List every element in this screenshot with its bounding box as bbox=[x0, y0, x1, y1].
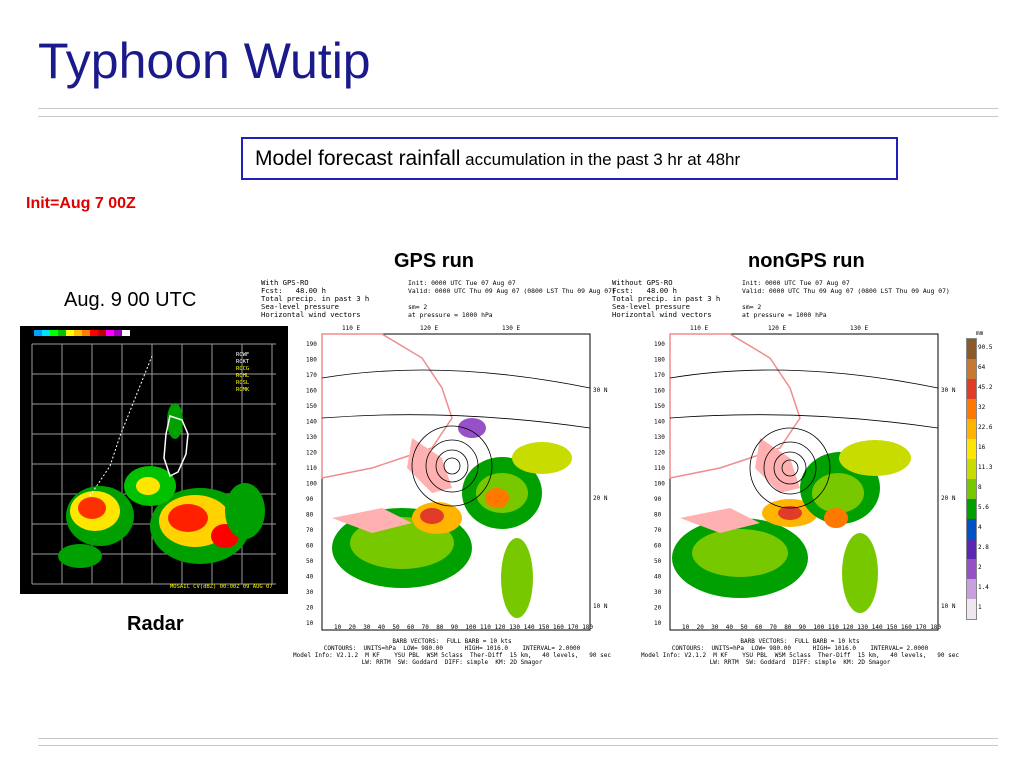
map-x-tick: 130 bbox=[509, 624, 521, 631]
map-x-tick: 90 bbox=[798, 624, 807, 631]
colorbar-swatches bbox=[966, 338, 977, 620]
colorbar-label: 1 bbox=[978, 604, 982, 611]
map-x-tick: 90 bbox=[450, 624, 459, 631]
map-y-tick: 110 bbox=[654, 465, 665, 472]
map-lon-label: 130 E bbox=[502, 325, 521, 332]
map-x-tick: 120 bbox=[842, 624, 854, 631]
map-x-tick: 40 bbox=[377, 624, 386, 631]
map-x-tick: 80 bbox=[784, 624, 792, 631]
nongps-header-left: Without GPS-RO Fcst: 48.00 h Total precip. in past 3 h Sea-level pressure Horizontal wind vectors bbox=[612, 278, 721, 319]
radar-station: RCCG bbox=[236, 366, 250, 372]
map-lat-label: 20 N bbox=[941, 495, 956, 502]
footer-divider bbox=[38, 738, 998, 739]
map-y-tick: 20 bbox=[654, 604, 662, 612]
colorbar-label: 64 bbox=[978, 364, 986, 371]
init-label: Init=Aug 7 00Z bbox=[26, 195, 136, 212]
radar-station: RCMK bbox=[236, 387, 250, 393]
map-y-tick: 100 bbox=[306, 480, 317, 488]
map-x-tick: 70 bbox=[421, 624, 429, 631]
colorbar-swatch bbox=[967, 559, 976, 579]
map-y-tick: 170 bbox=[654, 372, 665, 379]
map-x-tick: 140 bbox=[871, 624, 883, 631]
radar-station-list bbox=[236, 352, 250, 393]
map-y-tick: 110 bbox=[306, 465, 317, 472]
radar-station: RCWF bbox=[236, 352, 250, 358]
colorbar-label: 45.2 bbox=[978, 384, 993, 391]
radar-station: RCHL bbox=[236, 373, 250, 379]
colorbar-swatch bbox=[967, 539, 976, 559]
valid-time-label: Aug. 9 00 UTC bbox=[64, 289, 197, 311]
map-y-tick: 130 bbox=[654, 434, 665, 441]
map-x-tick: 110 bbox=[828, 624, 839, 631]
gps-footer: BARB VECTORS: FULL BARB = 10 kts CONTOURS: UNITS=hPa LOW= 980.00 HIGH= 1016.0 INTERVAL= 2.0000 Model Info: V2.1.2 M KF YSU PBL WSM 5class Ther-Diff 15 km, 40 levels, 90 sec LW: RRTM SW: Goddard DIFF: simple KM: 2D Smagor bbox=[293, 638, 611, 666]
caption-large: Model forecast rainfall bbox=[255, 147, 461, 170]
colorbar-label: 90.5 bbox=[978, 344, 993, 351]
map-y-tick: 40 bbox=[306, 573, 314, 581]
colorbar-label: 5.6 bbox=[978, 504, 989, 511]
map-lat-label: 10 N bbox=[941, 603, 956, 610]
colorbar-labels bbox=[978, 338, 998, 618]
map-x-tick: 10 bbox=[682, 624, 690, 631]
map-y-tick: 150 bbox=[654, 403, 665, 410]
colorbar-swatch bbox=[967, 359, 976, 379]
colorbar-swatch bbox=[967, 499, 976, 519]
colorbar-label: 2 bbox=[978, 564, 982, 571]
nongps-y-ticks bbox=[654, 341, 665, 627]
map-x-tick: 20 bbox=[348, 624, 356, 631]
nongps-footer: BARB VECTORS: FULL BARB = 10 kts CONTOURS: UNITS=hPa LOW= 980.00 HIGH= 1016.0 INTERVAL= 2.0000 Model Info: V2.1.2 M KF YSU PBL WSM 5class Ther-Diff 15 km, 40 levels, 90 sec LW: RRTM SW: Goddard DIFF: simple KM: 2D Smagor bbox=[641, 638, 959, 666]
gps-run-label: GPS run bbox=[394, 250, 475, 272]
map-x-tick: 50 bbox=[392, 624, 400, 631]
colorbar-swatch bbox=[967, 459, 976, 479]
colorbar-unit: mm bbox=[976, 330, 984, 337]
map-x-tick: 60 bbox=[755, 624, 763, 631]
map-lat-label: 10 N bbox=[593, 603, 608, 610]
map-y-tick: 60 bbox=[654, 542, 662, 550]
map-x-tick: 140 bbox=[523, 624, 535, 631]
title-divider bbox=[38, 108, 998, 109]
nongps-run-label: nonGPS run bbox=[748, 250, 865, 272]
map-lon-label: 120 E bbox=[768, 325, 787, 332]
colorbar-label: 1.4 bbox=[978, 584, 989, 591]
map-x-tick: 160 bbox=[901, 624, 912, 631]
map-x-tick: 40 bbox=[725, 624, 734, 631]
map-y-tick: 50 bbox=[654, 558, 662, 565]
map-y-tick: 180 bbox=[306, 356, 317, 364]
colorbar-label: 16 bbox=[978, 444, 986, 451]
gps-forecast-map bbox=[292, 318, 612, 638]
map-lat-label: 30 N bbox=[593, 387, 608, 394]
map-x-tick: 70 bbox=[769, 624, 777, 631]
radar-image bbox=[20, 326, 288, 594]
map-x-tick: 20 bbox=[696, 624, 704, 631]
caption-box bbox=[241, 137, 898, 180]
map-y-tick: 90 bbox=[654, 496, 662, 503]
footer-divider-thin bbox=[38, 745, 998, 746]
map-y-tick: 190 bbox=[654, 341, 665, 348]
radar-palette bbox=[34, 330, 130, 336]
map-x-tick: 10 bbox=[334, 624, 342, 631]
caption-small: accumulation in the past 3 hr at 48hr bbox=[460, 150, 741, 169]
map-x-tick: 30 bbox=[711, 624, 719, 631]
map-x-tick: 180 bbox=[582, 624, 594, 631]
colorbar-swatch bbox=[967, 419, 976, 439]
precip-colorbar bbox=[964, 330, 994, 622]
title-divider-thin bbox=[38, 116, 998, 117]
map-lat-label: 30 N bbox=[941, 387, 956, 394]
map-y-tick: 30 bbox=[306, 589, 314, 596]
map-y-tick: 120 bbox=[306, 449, 317, 457]
slide-title: Typhoon Wutip bbox=[38, 33, 371, 89]
radar-footer: MOSAIC CV(dBZ) 00:00Z 09 AUG 07 bbox=[170, 584, 273, 590]
map-lon-label: 130 E bbox=[850, 325, 869, 332]
colorbar-label: 32 bbox=[978, 404, 986, 411]
radar-station: RCKT bbox=[236, 359, 250, 365]
map-y-tick: 80 bbox=[654, 511, 662, 519]
colorbar-label: 22.6 bbox=[978, 424, 993, 431]
map-x-tick: 150 bbox=[538, 624, 550, 631]
radar-station: RCSL bbox=[236, 380, 250, 386]
map-y-tick: 20 bbox=[306, 604, 314, 612]
map-y-tick: 160 bbox=[654, 387, 665, 395]
map-y-tick: 170 bbox=[306, 372, 317, 379]
map-y-tick: 70 bbox=[654, 527, 662, 534]
map-lon-label: 110 E bbox=[690, 325, 709, 332]
colorbar-label: 2.8 bbox=[978, 544, 989, 551]
colorbar-label: 11.3 bbox=[978, 464, 993, 471]
map-y-tick: 90 bbox=[306, 496, 314, 503]
map-x-tick: 130 bbox=[857, 624, 869, 631]
map-y-tick: 40 bbox=[654, 573, 662, 581]
map-x-tick: 100 bbox=[813, 624, 825, 631]
nongps-header-right: Init: 0000 UTC Tue 07 Aug 07 Valid: 0000 UTC Thu 09 Aug 07 (0800 LST Thu 09 Aug 07) sm= 2 at pressure = 1000 hPa bbox=[742, 279, 950, 319]
map-lon-label: 110 E bbox=[342, 325, 361, 332]
gps-header-right: Init: 0000 UTC Tue 07 Aug 07 Valid: 0000 UTC Thu 09 Aug 07 (0800 LST Thu 09 Aug 07) sm= 2 at pressure = 1000 hPa bbox=[408, 279, 616, 319]
colorbar-swatch bbox=[967, 479, 976, 499]
map-y-tick: 140 bbox=[306, 418, 317, 426]
nongps-forecast-map bbox=[640, 318, 960, 638]
map-y-tick: 130 bbox=[306, 434, 317, 441]
colorbar-swatch bbox=[967, 339, 976, 359]
map-x-tick: 120 bbox=[494, 624, 506, 631]
map-y-tick: 80 bbox=[306, 511, 314, 519]
gps-header-left: With GPS-RO Fcst: 48.00 h Total precip. in past 3 h Sea-level pressure Horizontal wind vectors bbox=[261, 278, 370, 319]
colorbar-label: 8 bbox=[978, 484, 982, 491]
colorbar-swatch bbox=[967, 399, 976, 419]
map-x-tick: 170 bbox=[567, 624, 579, 631]
map-y-tick: 150 bbox=[306, 403, 317, 410]
map-y-tick: 10 bbox=[306, 620, 314, 627]
map-y-tick: 10 bbox=[654, 620, 662, 627]
map-x-tick: 100 bbox=[465, 624, 477, 631]
map-x-tick: 180 bbox=[930, 624, 942, 631]
colorbar-swatch bbox=[967, 379, 976, 399]
radar-label: Radar bbox=[127, 613, 184, 635]
colorbar-swatch bbox=[967, 439, 976, 459]
map-y-tick: 120 bbox=[654, 449, 665, 457]
colorbar-swatch bbox=[967, 519, 976, 539]
map-lat-label: 20 N bbox=[593, 495, 608, 502]
map-y-tick: 30 bbox=[654, 589, 662, 596]
map-y-tick: 100 bbox=[654, 480, 665, 488]
map-y-tick: 190 bbox=[306, 341, 317, 348]
gps-y-ticks bbox=[306, 341, 317, 627]
map-x-tick: 30 bbox=[363, 624, 371, 631]
map-x-tick: 150 bbox=[886, 624, 898, 631]
map-y-tick: 50 bbox=[306, 558, 314, 565]
map-x-tick: 60 bbox=[407, 624, 415, 631]
map-x-tick: 170 bbox=[915, 624, 927, 631]
map-y-tick: 140 bbox=[654, 418, 665, 426]
map-x-tick: 110 bbox=[480, 624, 491, 631]
map-y-tick: 70 bbox=[306, 527, 314, 534]
colorbar-swatch bbox=[967, 599, 976, 619]
colorbar-label: 4 bbox=[978, 524, 982, 531]
map-x-tick: 160 bbox=[553, 624, 564, 631]
map-y-tick: 160 bbox=[306, 387, 317, 395]
map-x-tick: 80 bbox=[436, 624, 444, 631]
map-lon-label: 120 E bbox=[420, 325, 439, 332]
colorbar-swatch bbox=[967, 579, 976, 599]
map-y-tick: 180 bbox=[654, 356, 665, 364]
map-x-tick: 50 bbox=[740, 624, 748, 631]
map-y-tick: 60 bbox=[306, 542, 314, 550]
